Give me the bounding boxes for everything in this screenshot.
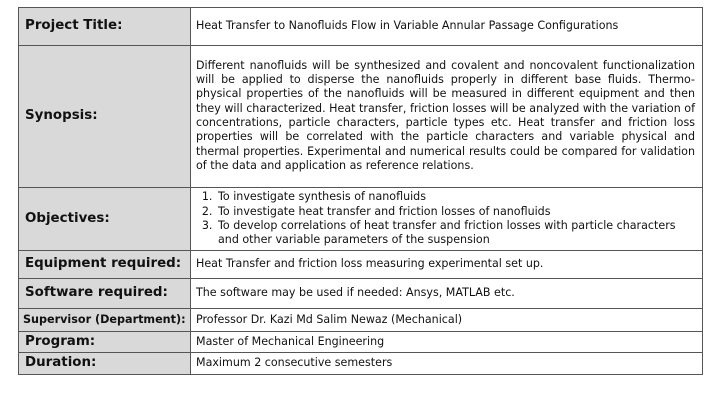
duration-value: Maximum 2 consecutive semesters (191, 353, 703, 375)
objectives-value (191, 188, 703, 251)
row-supervisor (19, 309, 703, 332)
software-value: The software may be used if needed: Ansys, MATLAB etc. (191, 279, 703, 309)
program-label: Program: (19, 332, 191, 353)
equipment-label: Equipment required: (19, 251, 191, 279)
program-value: Master of Mechanical Engineering (191, 332, 703, 353)
project-details-table (18, 7, 703, 375)
objective-item-3: 3. To develop correlations of heat transfer and friction losses with particle characters and other variable parameters of the suspension (216, 219, 697, 248)
row-software (19, 279, 703, 309)
supervisor-label: Supervisor (Department): (19, 309, 191, 332)
synopsis-value: Different nanofluids will be synthesized and covalent and noncovalent functionalization will be applied to disperse the nanofluids properly in different base fluids. Thermo-physical properties of the nanofluids will be measured in different equipment and then they will characterized. Heat transfer, friction losses will be analyzed with the variation of concentrations, particle characters, particle types etc. Heat transfer and friction loss properties will be correlated with the particle characters and variable physical and thermal properties. Experimental and numerical results could be compared for validation of the data and application as reference relations. (191, 46, 703, 188)
equipment-value: Heat Transfer and friction loss measuring experimental set up. (191, 251, 703, 279)
objectives-label: Objectives: (19, 188, 191, 251)
row-objectives (19, 188, 703, 251)
row-program (19, 332, 703, 353)
row-duration (19, 353, 703, 375)
row-synopsis (19, 46, 703, 188)
row-project-title (19, 8, 703, 46)
project-title-label: Project Title: (19, 8, 191, 46)
row-equipment (19, 251, 703, 279)
objective-item-1: 1. To investigate synthesis of nanofluids (216, 190, 697, 204)
project-title-value: Heat Transfer to Nanofluids Flow in Variable Annular Passage Configurations (191, 8, 703, 46)
software-label: Software required: (19, 279, 191, 309)
objectives-list (196, 190, 697, 247)
synopsis-label: Synopsis: (19, 46, 191, 188)
duration-label: Duration: (19, 353, 191, 375)
supervisor-value: Professor Dr. Kazi Md Salim Newaz (Mechanical) (191, 309, 703, 332)
objective-item-2: 2. To investigate heat transfer and friction losses of nanofluids (216, 205, 697, 219)
